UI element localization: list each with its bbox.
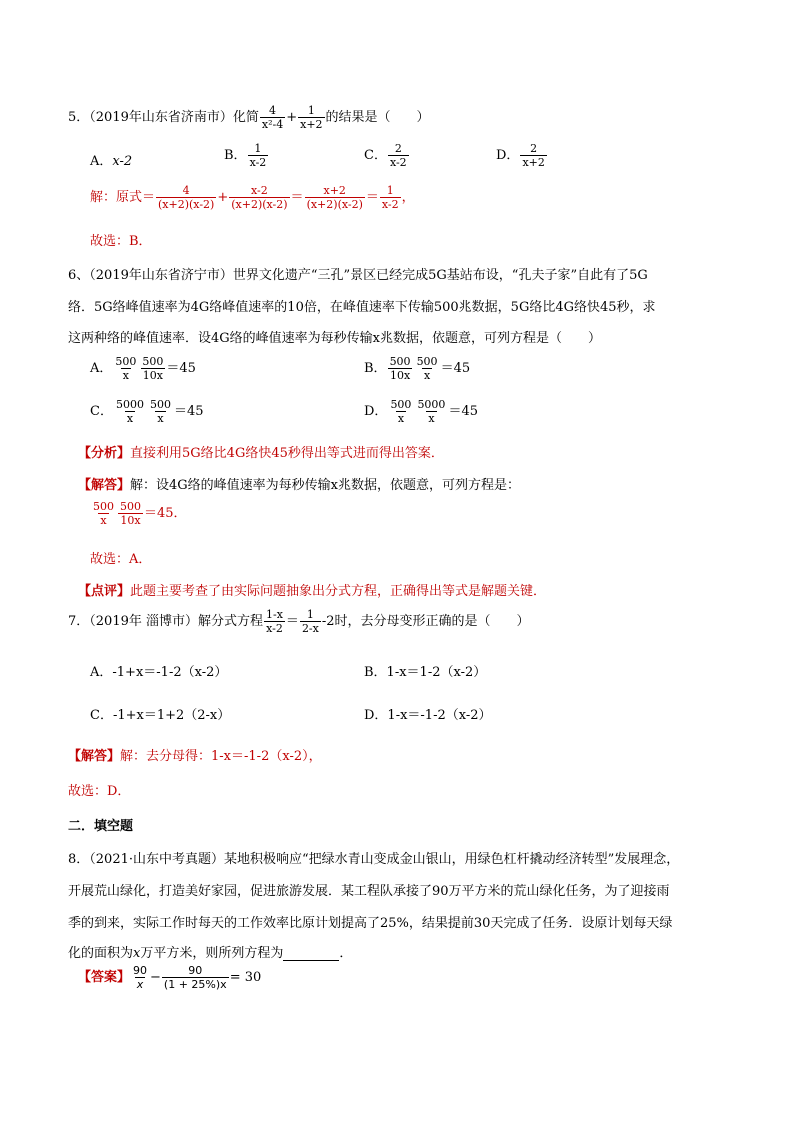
q6-answer: 【解答】解：设4G络的峰值速率为每秒传输x兆数据，依题意，可列方程是： <box>78 478 521 493</box>
q5-stem: 5．（2019年山东省济南市）化简 $\frac{4}{\text{x²-4}}$ + $\frac{1}{x+2}$ 的结果是（ ） <box>68 104 430 131</box>
q7-option-a[interactable]: A．-1+x＝-1-2（x-2） <box>90 665 228 680</box>
section-title: 二．填空题 <box>68 819 134 834</box>
q5-solution: 解：原式＝ $\frac{4}{(x+2)(x-2)}$ + $\frac{x-2}{(x+2)(x-2)}$ ＝ $\frac{x+2}{(x+2)(x-2)}$ ＝ $\frac{1}{x-2}$ ， <box>90 184 415 211</box>
q5-option-a[interactable]: A．x-2 <box>90 154 133 169</box>
q6-option-b[interactable]: B． $\frac{500}{10x}$ $\frac{500}{x}$ ＝45 <box>364 355 471 382</box>
q6-option-c[interactable]: C． $\frac{5000}{x}$ $\frac{500}{x}$ ＝45 <box>90 398 204 425</box>
q6-option-d[interactable]: D． $\frac{500}{x}$ $\frac{5000}{x}$ ＝45 <box>364 398 478 425</box>
q8-stem-line-2: 开展荒山绿化，打造美好家园，促进旅游发展．某工程队承接了90万平方米的荒山绿化任务，为了迎接雨 <box>68 884 670 899</box>
q6-option-a[interactable]: A． $\frac{500}{x}$ $\frac{500}{10x}$ ＝45 <box>90 355 196 382</box>
q8-stem-line-3: 季的到来，实际工作时每天的工作效率比原计划提高了25%，结果提前30天完成了任务．设原计划每天绿 <box>68 916 673 931</box>
q5-frac-2: $\frac{1}{x+2}$ <box>300 104 323 131</box>
q7-answer: 【解答】解：去分母得：1-x＝-1-2（x-2）， <box>68 749 322 764</box>
q6-stem-line-3: 这两种络的峰值速率．设4G络的峰值速率为每秒传输x兆数据，依题意，可列方程是（ ） <box>68 331 601 346</box>
answer-blank[interactable] <box>283 948 339 961</box>
q5-option-b[interactable]: B． $\frac{1}{x-2}$ <box>224 142 267 169</box>
q7-option-d[interactable]: D．1-x＝-1-2（x-2） <box>364 708 492 723</box>
q5-option-d[interactable]: D． $\frac{2}{x+2}$ <box>496 142 545 169</box>
q8-stem-line-4: 化的面积为x万平方米，则所列方程为 ． <box>68 946 353 961</box>
q6-stem-line-1: 6、（2019年山东省济宁市）世界文化遗产“三孔”景区已经完成5G基站布设，“孔夫子家”自此有了5G <box>68 268 648 283</box>
q5-option-c[interactable]: C． $\frac{2}{x-2}$ <box>364 142 407 169</box>
q7-option-b[interactable]: B．1-x＝1-2（x-2） <box>364 665 487 680</box>
q5-choice: 故选：B． <box>90 234 152 249</box>
q6-analysis: 【分析】直接利用5G络比4G络快45秒得出等式进而得出答案． <box>78 446 444 461</box>
q7-option-c[interactable]: C．-1+x＝1+2（2-x） <box>90 708 231 723</box>
q7-choice: 故选：D． <box>68 784 131 799</box>
q6-choice: 故选：A． <box>90 552 152 567</box>
q6-comment: 【点评】此题主要考查了由实际问题抽象出分式方程，正确得出等式是解题关键． <box>78 584 547 599</box>
q8-answer: 【答案】 $\frac{90}{x}$ − $\frac{90}{(1 + 25\%)x}$ = 30 <box>78 964 262 991</box>
q7-stem: 7．（2019年 淄博市）解分式方程 $\frac{1-x}{x-2}$ ＝ $\frac{1}{2-x}$ -2时，去分母变形正确的是（ ） <box>68 608 530 635</box>
q6-stem-line-2: 络．5G络峰值速率为4G络峰值速率的10倍，在峰值速率下传输500兆数据，5G络比4G络快45秒，求 <box>68 300 656 315</box>
q5-frac-1: $\frac{4}{\text{x²-4}}$ <box>261 104 284 131</box>
q6-answer-equation: $\frac{500}{x}$ $\frac{500}{10x}$ ＝45． <box>93 500 187 527</box>
q8-stem-line-1: 8．（2021·山东中考真题）某地积极响应“把绿水青山变成金山银山，用绿色杠杆撬动经济转型”发展理念， <box>68 852 680 867</box>
